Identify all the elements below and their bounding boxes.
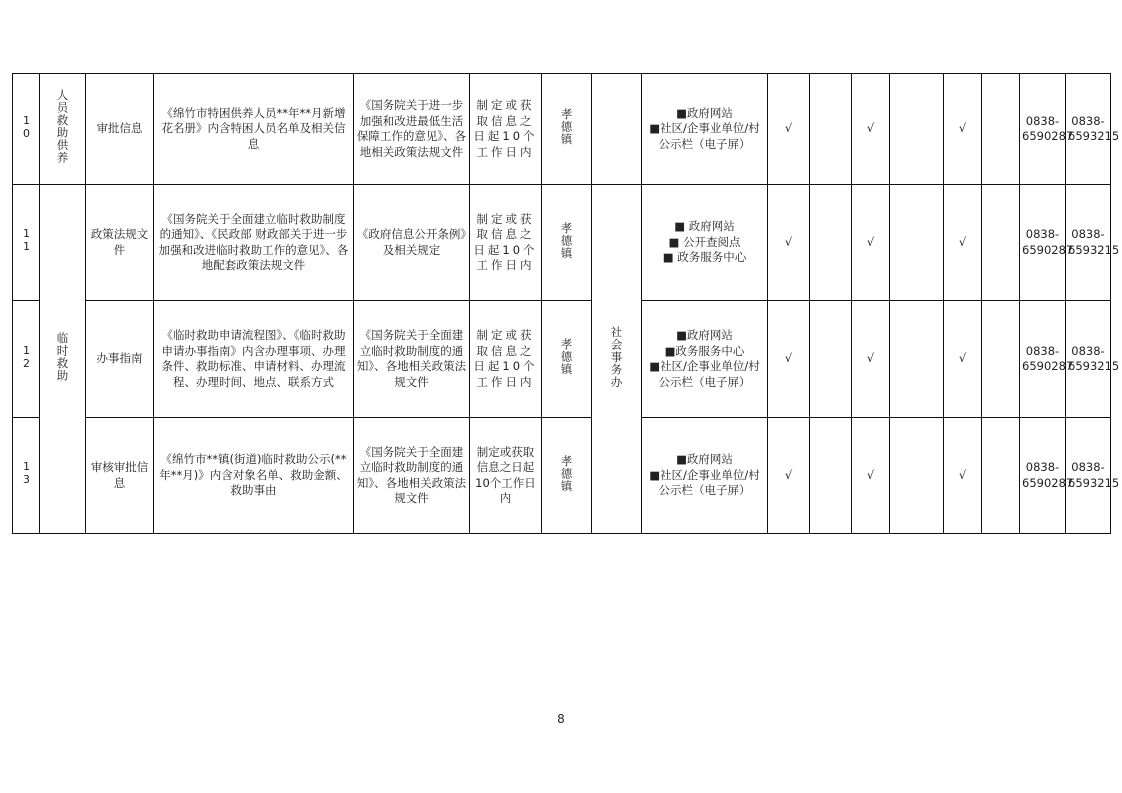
content-cell: 《国务院关于全面建立临时救助制度的通知》、《民政部 财政部关于进一步加强和改进临时救助工作的意见》、各地配套政策法规文件 (154, 185, 354, 301)
subject-cell: 孝德镇 (542, 301, 592, 418)
check-cell (810, 418, 852, 534)
table-row (13, 74, 1111, 185)
department-cell-empty (592, 74, 642, 185)
check-cell (810, 185, 852, 301)
phone-cell: 0838-6590287 (1020, 301, 1066, 418)
item-cell: 审批信息 (86, 74, 154, 185)
basis-cell: 《国务院关于全面建立临时救助制度的通知》、各地相关政策法规文件 (354, 418, 470, 534)
category-cell: 人员救助供养 (40, 74, 86, 185)
time-cell: 制定或获取信息之日起10个工作日内 (470, 185, 542, 301)
table-row (13, 301, 1111, 418)
check-cell: √ (768, 418, 810, 534)
check-cell: √ (944, 74, 982, 185)
check-cell (810, 301, 852, 418)
content-cell: 《绵竹市**镇(街道)临时救助公示(**年**月)》内含对象名单、救助金额、救助事由 (154, 418, 354, 534)
channel-item: ■政务服务中心 (664, 343, 745, 358)
check-cell (810, 74, 852, 185)
check-cell (982, 301, 1020, 418)
channel-item: ■社区/企事业单位/村公示栏（电子屏） (649, 359, 760, 389)
category-cell: 临时救助 (40, 185, 86, 534)
phone-cell: 0838-6590287 (1020, 185, 1066, 301)
item-cell: 审核审批信息 (86, 418, 154, 534)
channel-item: ■政府网站 (676, 105, 733, 120)
check-cell: √ (944, 185, 982, 301)
phone-cell: 0838-6593215 (1066, 185, 1111, 301)
phone-cell: 0838-6590287 (1020, 418, 1066, 534)
check-cell (890, 74, 944, 185)
check-cell: √ (852, 301, 890, 418)
channel-item: ■ 政府网站 (674, 219, 735, 234)
check-cell (982, 185, 1020, 301)
channel-item: ■社区/企事业单位/村公示栏（电子屏） (649, 121, 760, 151)
channels-cell (642, 301, 768, 418)
subject-cell: 孝德镇 (542, 74, 592, 185)
content-cell: 《绵竹市特困供养人员**年**月新增花名册》内含特困人员名单及相关信息 (154, 74, 354, 185)
table-row (13, 185, 1111, 301)
department-cell: 社会事务办 (592, 185, 642, 534)
basis-cell: 《国务院关于全面建立临时救助制度的通知》、各地相关政策法规文件 (354, 301, 470, 418)
table-row (13, 418, 1111, 534)
phone-cell: 0838-6590287 (1020, 74, 1066, 185)
channel-item: ■政府网站 (676, 328, 733, 342)
check-cell: √ (944, 418, 982, 534)
phone-cell: 0838-6593215 (1066, 418, 1111, 534)
page-number: 8 (557, 712, 565, 726)
row-number: 12 (13, 301, 40, 418)
content-cell: 《临时救助申请流程图》、《临时救助申请办事指南》内含办理事项、办理条件、救助标准、申请材料、办理流程、办理时间、地点、联系方式 (154, 301, 354, 418)
check-cell: √ (768, 301, 810, 418)
check-cell: √ (852, 185, 890, 301)
check-cell: √ (944, 301, 982, 418)
check-cell (890, 301, 944, 418)
phone-cell: 0838-6593215 (1066, 301, 1111, 418)
channels-cell (642, 74, 768, 185)
time-cell: 制定或获取信息之日起10个工作日内 (470, 301, 542, 418)
check-cell: √ (852, 74, 890, 185)
subject-cell: 孝德镇 (542, 185, 592, 301)
time-cell: 制定或获取信息之日起10个工作日内 (470, 74, 542, 185)
channel-item: ■ 政务服务中心 (662, 250, 747, 265)
channel-item: ■ 公开查阅点 (668, 234, 741, 249)
check-cell (890, 185, 944, 301)
channels-cell (642, 185, 768, 301)
channel-item: ■政府网站 (676, 452, 733, 467)
channels-cell (642, 418, 768, 534)
row-number: 13 (13, 418, 40, 534)
disclosure-table (12, 73, 1120, 534)
phone-cell: 0838-6593215 (1066, 74, 1111, 185)
check-cell (890, 418, 944, 534)
check-cell (982, 74, 1020, 185)
row-number: 10 (13, 74, 40, 185)
item-cell: 政策法规文件 (86, 185, 154, 301)
item-cell: 办事指南 (86, 301, 154, 418)
check-cell: √ (852, 418, 890, 534)
subject-cell: 孝德镇 (542, 418, 592, 534)
check-cell: √ (768, 74, 810, 185)
check-cell (982, 418, 1020, 534)
row-number: 11 (13, 185, 40, 301)
basis-cell: 《政府信息公开条例》及相关规定 (354, 185, 470, 301)
time-cell: 制定或获取信息之日起10个工作日内 (470, 418, 542, 534)
basis-cell: 《国务院关于进一步加强和改进最低生活保障工作的意见》、各地相关政策法规文件 (354, 74, 470, 185)
channel-item: ■社区/企事业单位/村公示栏（电子屏） (649, 467, 760, 498)
check-cell: √ (768, 185, 810, 301)
